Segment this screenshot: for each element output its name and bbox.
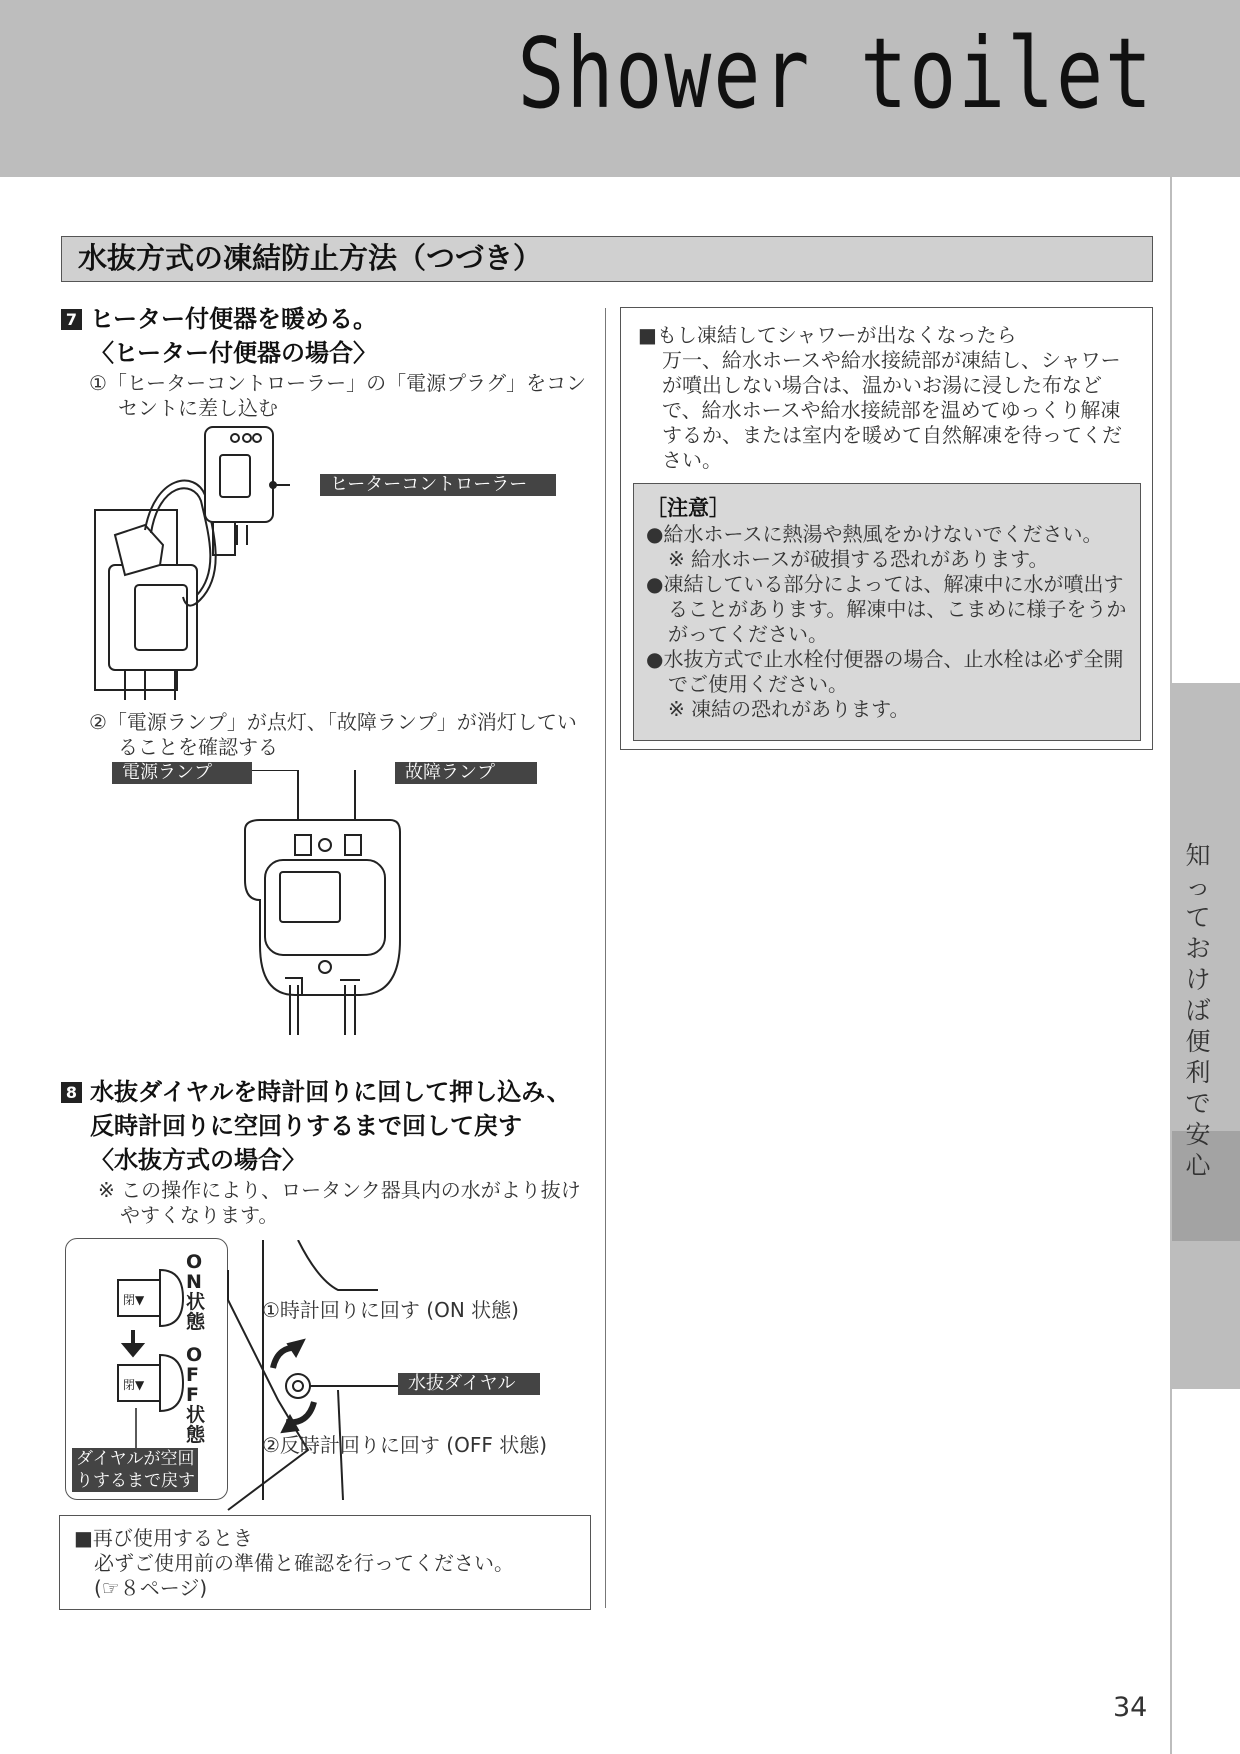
brand-logo: Shower toilet — [517, 18, 1154, 131]
step8-title: 水抜ダイヤルを時計回りに回して押し込み、 — [90, 1078, 571, 1106]
step7-sub1: ①「ヒーターコントローラー」の「電源プラグ」をコンセントに差し込む — [89, 371, 587, 420]
caution-note-1: ※ 給水ホースが破損する恐れがあります。 — [668, 547, 1049, 571]
step8-number: 8 — [61, 1082, 82, 1103]
off-state-label: OFF状態 — [186, 1344, 206, 1446]
side-tab-lower — [1172, 1241, 1240, 1389]
step7-title: ヒーター付便器を暖める。 — [90, 305, 378, 333]
caution-title: ［注意］ — [646, 496, 730, 520]
step7-sub2: ②「電源ランプ」が点灯、「故障ランプ」が消灯していることを確認する — [89, 710, 577, 759]
caution-item-3: ●水抜方式で止水栓付便器の場合、止水栓は必ず全開でご使用ください。 — [646, 647, 1124, 696]
step8-heading — [61, 1075, 601, 1177]
step8-subtitle: 〈水抜方式の場合〉 — [90, 1146, 306, 1174]
column-divider — [605, 308, 606, 1608]
power-lamp-label: 電源ランプ — [112, 762, 252, 784]
counterclockwise-instruction: ②反時計回りに回す (OFF 状態) — [262, 1433, 547, 1457]
clockwise-instruction: ①時計回りに回す (ON 状態) — [262, 1298, 519, 1322]
page-number: 34 — [1113, 1692, 1148, 1723]
freeze-title: ■もし凍結してシャワーが出なくなったら — [638, 323, 1017, 347]
step7-number: 7 — [61, 309, 82, 330]
reuse-title: ■再び使用するとき — [74, 1526, 253, 1550]
caution-item-1: ●給水ホースに熱湯や熱風をかけないでください。 — [646, 522, 1103, 546]
caution-item-2: ●凍結している部分によっては、解凍中に水が噴出することがあります。解凍中は、こまめに様子をうかがってください。 — [646, 572, 1127, 646]
valve-mark-on: 閉▼ — [123, 1293, 145, 1307]
freeze-body: 万一、給水ホースや給水接続部が凍結し、シャワーが噴出しない場合は、温かいお湯に浸した布などで、給水ホースや給水接続部を温めてゆっくり解凍するか、または室内を暖めて自然解凍を待ってください。 — [662, 348, 1122, 472]
side-tab-label: 知っておけば便利で安心 — [1185, 841, 1211, 1180]
step8-note: ※ この操作により、ロータンク器具内の水がより抜けやすくなります。 — [98, 1178, 581, 1227]
valve-mark-off: 閉▼ — [123, 1378, 145, 1392]
dial-label: 水抜ダイヤル — [398, 1373, 540, 1395]
step8-title-2: 反時計回りに空回りするまで回して戻す — [90, 1112, 522, 1140]
lamp-panel-illustration — [240, 770, 420, 1035]
caution-note-3: ※ 凍結の恐れがあります。 — [668, 697, 910, 721]
heater-controller-illustration — [85, 415, 565, 700]
caution-box — [633, 483, 1141, 741]
on-state-label: ON状態 — [186, 1251, 206, 1333]
step7-subtitle: 〈ヒーター付便器の場合〉 — [90, 339, 378, 367]
reuse-page-link[interactable]: (☞８ページ) — [94, 1576, 208, 1600]
reuse-box — [59, 1515, 591, 1610]
step7-heading — [61, 302, 591, 370]
fault-lamp-label: 故障ランプ — [395, 762, 537, 784]
section-title: 水抜方式の凍結防止方法（つづき） — [61, 236, 1153, 282]
reuse-line1: 必ずご使用前の準備と確認を行ってください。 — [94, 1551, 514, 1575]
controller-label: ヒーターコントローラー — [320, 474, 556, 496]
dial-note: ダイヤルが空回 りするまで戻す — [72, 1448, 198, 1492]
